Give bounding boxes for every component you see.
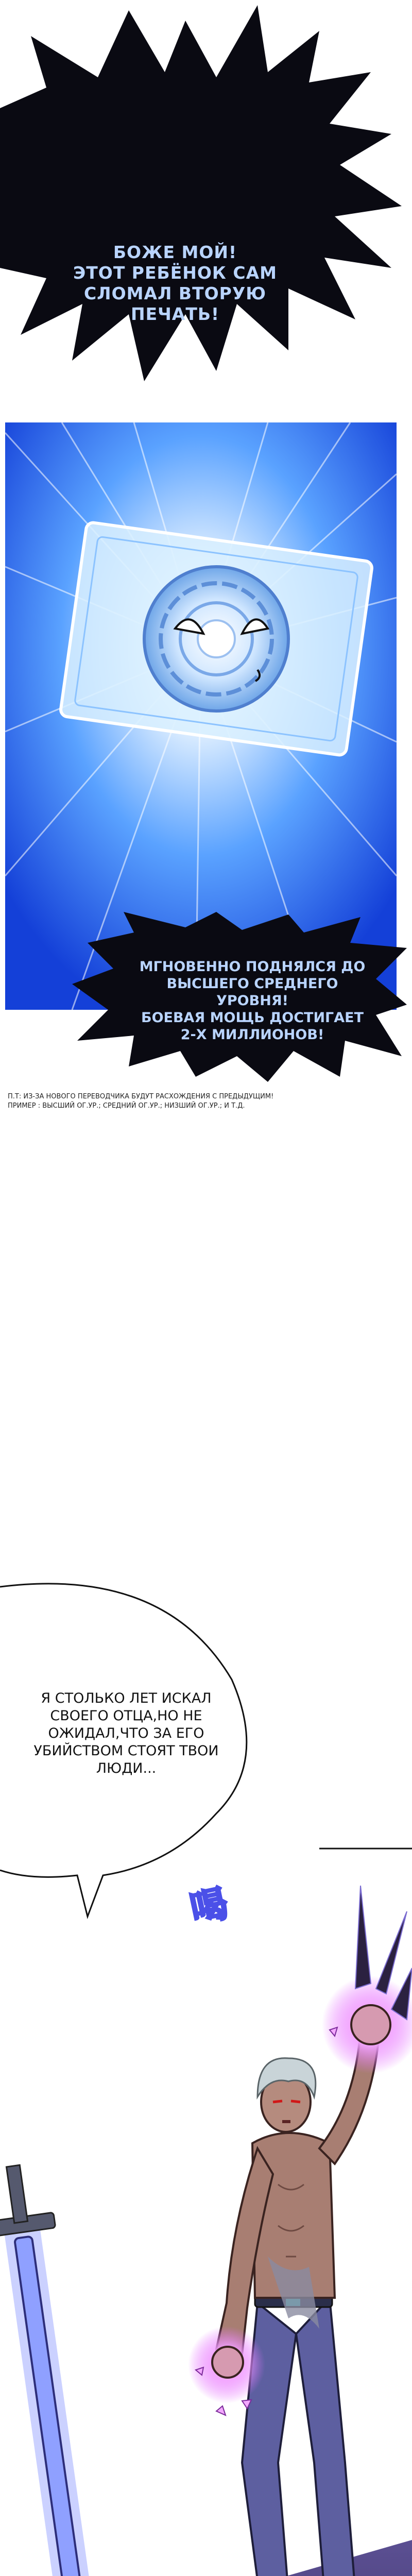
sfx-text: 喝 [186, 1880, 232, 1931]
shout-text-top: БОЖЕ МОЙ! ЭТОТ РЕБЁНОК САМ СЛОМАЛ ВТОРУЮ ПЕЧАТЬ! [73, 242, 277, 324]
shout-text-bottom: МГНОВЕННО ПОДНЯЛСЯ ДО ВЫСШЕГО СРЕДНЕГО УРОВНЯ! БОЕВАЯ МОЩЬ ДОСТИГАЕТ 2-Х МИЛЛИОНОВ! [139, 959, 366, 1043]
character-panel [0, 1855, 412, 2576]
translator-note: П.Т: ИЗ-ЗА НОВОГО ПЕРЕВОДЧИКА БУДУТ РАСХОЖДЕНИЯ С ПРЕДЫДУЩИМ! ПРИМЕР : ВЫСШИЙ ОГ.УР.; СРЕДНИЙ ОГ.УР.; НИЗШИЙ ОГ.УР.; И Т.Д. [8, 1093, 274, 1110]
speech-text: Я СТОЛЬКО ЛЕТ ИСКАЛ СВОЕГО ОТЦА,НО НЕ ОЖИДАЛ,ЧТО ЗА ЕГО УБИЙСТВОМ СТОЯТ ТВОИ ЛЮДИ... [33, 1690, 219, 1776]
